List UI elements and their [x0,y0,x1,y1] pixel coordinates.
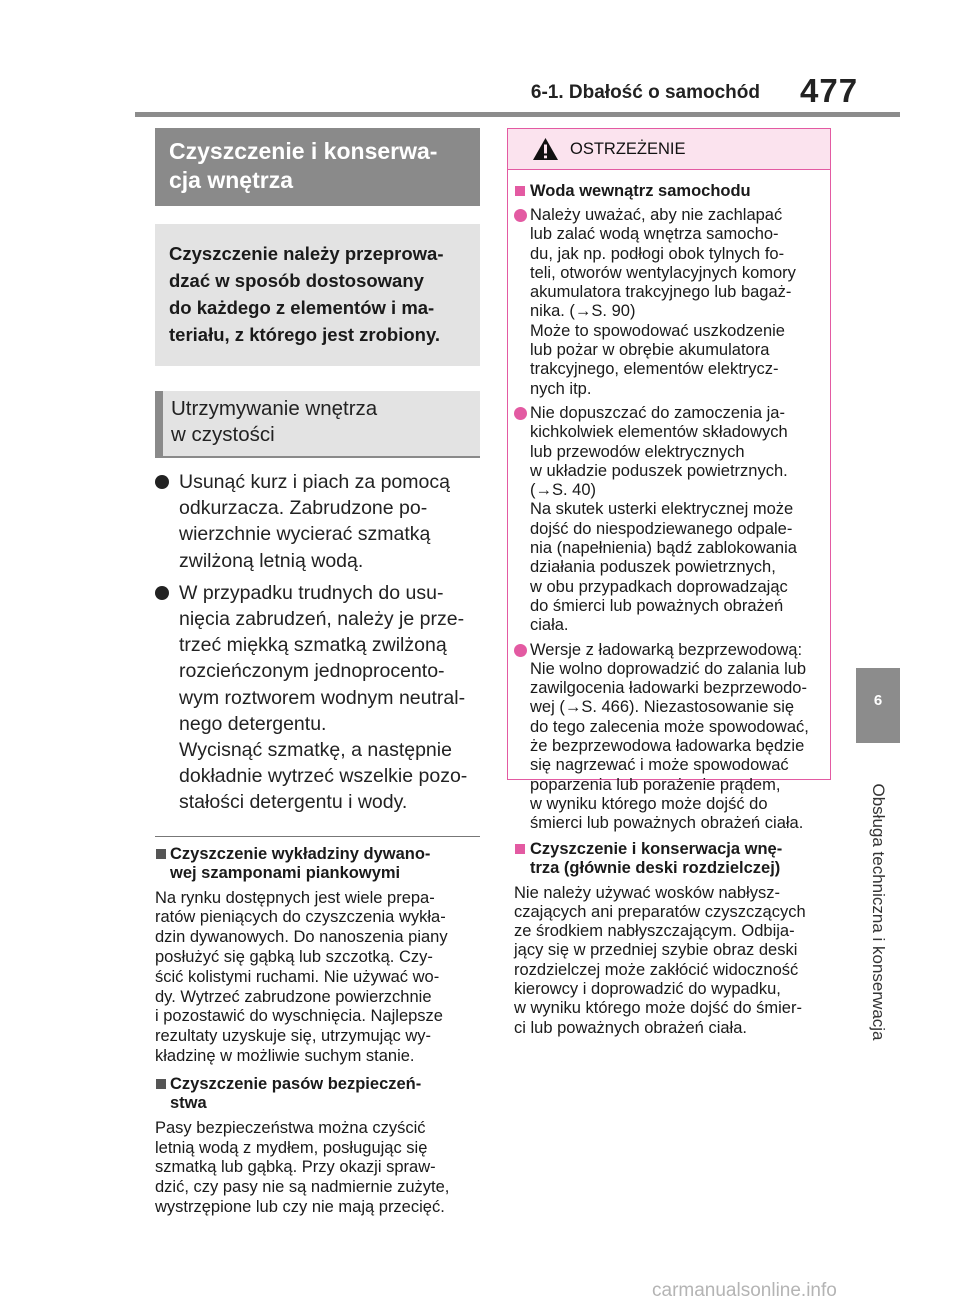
list-item [155,580,480,816]
warning-item-text: Wersje z ładowarką bezprzewodową: Nie wolno doprowadzić do zalania lub zawilgocenia ładowarki bezprzewodo- wej (→S. 466). Niezastosowanie się do tego zalecenia może spowodować, że bezprzewodowa ładowarka będzie się nagrzewać i może spowodować poparzenia lub porażenie prądem, w wyniku którego może dojść do śmierci lub poważnych obrażeń ciała. [530,640,809,833]
list-item [514,206,826,399]
watermark: carmanualsonline.info [652,1280,837,1301]
square-bullet-icon [156,849,166,859]
warning-section-heading [514,182,826,201]
list-item [155,469,480,574]
warning-box [507,128,831,1037]
square-bullet-icon [515,844,525,854]
warning-body [508,170,830,1038]
chapter-title: Obsługa techniczna i konserwacja [869,783,888,1041]
warning-section-title: Woda wewnątrz samochodu [530,182,751,200]
bullet-icon [155,475,169,489]
bullet-icon [155,586,169,600]
section-heading: Czyszczenie i konserwa- cja wnętrza [155,128,480,206]
warning-header [508,129,830,170]
note-title: Czyszczenie wykładziny dywano- wej szamponami piankowymi [170,844,431,882]
list-item [514,641,826,834]
divider [155,836,480,837]
warning-section-title: Czyszczenie i konserwacja wnę- trza (głównie deski rozdzielczej) [530,839,783,877]
bullet-icon [514,644,527,657]
warning-section-body: Nie należy używać wosków nabłysz- czających ani preparatów czyszczących ze środkiem nabłyszczającym. Odbija- jący się w przedniej szybie obraz deski rozdzielczej może zakłócić widoczność kierowcy i doprowadzić do wypadku, w wyniku którego może dojść do śmier- ci lub poważnych obrażeń ciała. [514,883,806,1037]
square-bullet-icon [156,1079,166,1089]
note-heading [155,1075,480,1113]
chapter-number: 6 [873,692,883,709]
bullet-icon [514,407,527,420]
left-column [155,128,480,1224]
subsection-heading: Utrzymywanie wnętrza w czystości [155,391,480,458]
section-title: 6-1. Dbałość o samochód [530,82,760,103]
bullet-list [155,469,480,816]
warning-item-text: Nie dopuszczać do zamoczenia ja- kichkolwiek elementów składowych lub przewodów elektrycznych w układzie poduszek powietrznych. (→S. 40) Na skutek usterki elektrycznej może dojść do niespodziewanego odpale- nia (napełnienia) bądź zablokowania działania poduszek powietrznych, w obu przypadkach doprowadzając do śmierci lub poważnych obrażeń ciała. [530,403,797,635]
bullet-text: W przypadku trudnych do usu- nięcia zabrudzeń, należy je prze- trzeć miękką szmatką zwilżoną rozcieńczonym jednoprocento- wym roztworem wodnym neutral- nego detergentu. Wycisnąć szmatkę, a następnie dokładnie wytrzeć wszelkie pozo- stałości detergentu i wody. [179,581,468,814]
list-item [514,404,826,636]
intro-text: Czyszczenie należy przeprowa- dzać w sposób dostosowany do każdego z elementów i ma- teriału, z którego jest zrobiony. [155,224,480,366]
header-rule [135,112,900,117]
bullet-text: Usunąć kurz i piach za pomocą odkurzacza. Zabrudzone po- wierzchnie wycierać szmatką zwilżoną letnią wodą. [179,471,450,572]
page-number: 477 [800,72,859,109]
warning-section-heading [514,840,826,878]
warning-title: OSTRZEŻENIE [570,140,686,158]
warning-triangle-icon [532,137,559,161]
note-heading [155,845,480,883]
warning-item-text: Należy uważać, aby nie zachlapać lub zalać wodą wnętrza samocho- du, jak np. podłogi obok tylnych fo- teli, otworów wentylacyjnych komory akumulatora trakcyjnego lub bagaż- nika. (→S. 90) Może to spowodować uszkodzenie lub pożar w obrębie akumulatora trakcyjnego, elementów elektrycz- nych itp. [530,206,796,398]
note-body: Pasy bezpieczeństwa można czyścić letnią wodą z mydłem, posługując się szmatką lub gąbką. Przy okazji spraw- dzić, czy pasy nie są nadmiernie zużyte, wystrzępione lub czy nie mają przecięć. [155,1118,450,1216]
note-title: Czyszczenie pasów bezpieczeń- stwa [170,1074,422,1112]
note-body: Na rynku dostępnych jest wiele prepa- ratów pieniących do czyszczenia wykła- dzin dywanowych. Do nanoszenia piany posłużyć się gąbką lub szczotką. Czy- ścić kolistymi ruchami. Nie używać wo- dy. Wytrzeć zabrudzone powierzchnie i pozostawić do wyschnięcia. Najlepsze rezultaty uzyskuje się, utrzymując wy- kładzinę w możliwie suchym stanie. [155,888,448,1066]
bullet-icon [514,209,527,222]
square-bullet-icon [515,186,525,196]
